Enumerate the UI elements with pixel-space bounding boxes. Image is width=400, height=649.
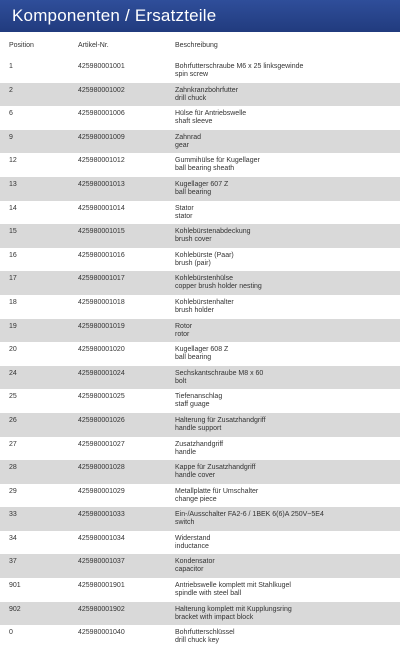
cell-description bbox=[175, 511, 324, 527]
table-row bbox=[0, 602, 400, 626]
description-de: Bohrfutterschraube M6 x 25 linksgewinde bbox=[175, 63, 304, 70]
table-row bbox=[0, 177, 400, 201]
description-de: Gummihülse für Kugellager bbox=[175, 157, 260, 165]
description-en: brush (pair) bbox=[175, 259, 211, 267]
cell-description bbox=[175, 299, 234, 315]
col-description-header: Beschreibung bbox=[175, 42, 218, 49]
col-position-header: Position bbox=[9, 42, 34, 49]
table-row bbox=[0, 83, 400, 107]
cell-description bbox=[175, 629, 235, 645]
description-en: switch bbox=[175, 519, 195, 527]
cell-article: 425980001006 bbox=[78, 110, 125, 118]
description-en: spindle with steel ball bbox=[175, 590, 242, 598]
cell-position: 19 bbox=[9, 322, 17, 330]
cell-article: 425980001013 bbox=[78, 180, 125, 188]
table-row bbox=[0, 224, 400, 248]
cell-position: 902 bbox=[9, 605, 21, 613]
cell-position: 0 bbox=[9, 629, 13, 637]
cell-article: 425980001009 bbox=[78, 133, 125, 141]
description-en: copper brush holder nesting bbox=[175, 283, 262, 291]
table-row bbox=[0, 271, 400, 295]
cell-description bbox=[175, 558, 215, 574]
description-en: handle support bbox=[175, 424, 222, 432]
table-row bbox=[0, 531, 400, 555]
description-en: handle cover bbox=[175, 472, 216, 480]
cell-article: 425980001001 bbox=[78, 63, 125, 70]
cell-article: 425980001033 bbox=[78, 511, 125, 519]
description-de: Kohlebürstenhalter bbox=[175, 298, 234, 306]
description-de: Zahnrad bbox=[175, 133, 202, 141]
cell-description bbox=[175, 606, 292, 622]
cell-position: 20 bbox=[9, 346, 17, 354]
description-en: ball bearing bbox=[175, 354, 212, 362]
cell-article: 425980001014 bbox=[78, 204, 125, 212]
description-de: Rotor bbox=[175, 322, 193, 330]
cell-article: 425980001018 bbox=[78, 298, 125, 306]
description-de: Sechskantschraube M8 x 60 bbox=[175, 369, 264, 377]
cell-description bbox=[175, 181, 228, 197]
cell-description bbox=[175, 275, 262, 291]
cell-description bbox=[175, 87, 238, 103]
cell-position: 901 bbox=[9, 582, 21, 590]
description-de: Widerstand bbox=[175, 534, 211, 542]
table-row bbox=[0, 437, 400, 461]
description-de: Kohlebürstenhülse bbox=[175, 275, 233, 283]
cell-description bbox=[175, 441, 223, 457]
cell-article: 425980001025 bbox=[78, 393, 125, 401]
cell-description bbox=[175, 488, 258, 504]
page-header bbox=[0, 0, 400, 32]
table-row bbox=[0, 342, 400, 366]
table-row bbox=[0, 319, 400, 343]
cell-description bbox=[175, 110, 246, 126]
cell-article: 425980001027 bbox=[78, 440, 125, 448]
table-row bbox=[0, 413, 400, 437]
table-row bbox=[0, 578, 400, 602]
description-de: Kohlebürste (Paar) bbox=[175, 251, 234, 259]
description-en: ball bearing bbox=[175, 188, 212, 196]
cell-article: 425980001016 bbox=[78, 251, 125, 259]
cell-position: 27 bbox=[9, 440, 17, 448]
cell-description bbox=[175, 464, 255, 480]
cell-description bbox=[175, 370, 263, 386]
col-article-header: Artikel-Nr. bbox=[78, 42, 109, 49]
description-en: handle bbox=[175, 448, 197, 456]
description-en: spin screw bbox=[175, 71, 209, 78]
cell-position: 33 bbox=[9, 511, 17, 519]
cell-position: 28 bbox=[9, 464, 17, 472]
cell-position: 24 bbox=[9, 369, 17, 377]
cell-description bbox=[175, 63, 303, 79]
cell-description bbox=[175, 535, 210, 551]
cell-description bbox=[175, 393, 222, 409]
cell-article: 425980001902 bbox=[78, 605, 125, 613]
table-row bbox=[0, 507, 400, 531]
table-row bbox=[0, 153, 400, 177]
description-en: shaft sleeve bbox=[175, 118, 213, 126]
cell-description bbox=[175, 157, 260, 173]
description-en: gear bbox=[175, 141, 190, 149]
cell-position: 26 bbox=[9, 416, 17, 424]
cell-article: 425980001034 bbox=[78, 534, 125, 542]
cell-description bbox=[175, 228, 251, 244]
cell-article: 425980001020 bbox=[78, 346, 125, 354]
cell-position: 6 bbox=[9, 110, 13, 118]
description-de: Zahnkranzbohrfutter bbox=[175, 86, 239, 94]
description-de: Zusatzhandgriff bbox=[175, 440, 224, 448]
description-en: change piece bbox=[175, 495, 217, 503]
cell-position: 9 bbox=[9, 133, 13, 141]
description-de: Stator bbox=[175, 204, 194, 212]
description-de: Antriebswelle komplett mit Stahlkugel bbox=[175, 582, 291, 590]
description-de: Halterung komplett mit Kupplungsring bbox=[175, 605, 292, 613]
description-en: stator bbox=[175, 212, 193, 220]
table-row bbox=[0, 484, 400, 508]
page-title: Komponenten / Ersatzteile bbox=[12, 6, 217, 25]
cell-position: 17 bbox=[9, 275, 17, 283]
table-row bbox=[0, 248, 400, 272]
table-row bbox=[0, 59, 400, 83]
table-row bbox=[0, 389, 400, 413]
cell-position: 1 bbox=[9, 63, 13, 70]
cell-article: 425980001026 bbox=[78, 416, 125, 424]
description-de: Kugellager 607 Z bbox=[175, 180, 229, 188]
cell-position: 16 bbox=[9, 251, 17, 259]
cell-position: 25 bbox=[9, 393, 17, 401]
description-en: drill chuck key bbox=[175, 637, 219, 645]
cell-position: 14 bbox=[9, 204, 17, 212]
description-en: brush holder bbox=[175, 306, 214, 314]
cell-article: 425980001029 bbox=[78, 487, 125, 495]
description-de: Kugellager 608 Z bbox=[175, 346, 229, 354]
cell-description bbox=[175, 252, 234, 268]
cell-article: 425980001037 bbox=[78, 558, 125, 566]
cell-description bbox=[175, 323, 192, 339]
description-de: Kondensator bbox=[175, 558, 215, 566]
cell-position: 29 bbox=[9, 487, 17, 495]
cell-article: 425980001019 bbox=[78, 322, 125, 330]
cell-description bbox=[175, 134, 201, 150]
parts-table bbox=[0, 59, 400, 649]
description-de: Halterung für Zusatzhandgriff bbox=[175, 416, 266, 424]
cell-article: 425980001002 bbox=[78, 86, 125, 94]
description-en: staff guage bbox=[175, 401, 210, 409]
description-en: drill chuck bbox=[175, 94, 207, 102]
cell-description bbox=[175, 417, 266, 433]
cell-article: 425980001015 bbox=[78, 228, 125, 236]
table-row bbox=[0, 295, 400, 319]
cell-position: 15 bbox=[9, 228, 17, 236]
cell-article: 425980001012 bbox=[78, 157, 125, 165]
description-de: Ein-/Ausschalter FA2-6 / 1BEK 6(6)A 250V~5E4 bbox=[175, 511, 324, 519]
description-de: Metallplatte für Umschalter bbox=[175, 487, 259, 495]
cell-description bbox=[175, 205, 194, 221]
description-en: inductance bbox=[175, 542, 209, 550]
cell-position: 18 bbox=[9, 298, 17, 306]
table-row bbox=[0, 366, 400, 390]
cell-position: 37 bbox=[9, 558, 17, 566]
description-de: Bohrfutterschlüssel bbox=[175, 629, 235, 637]
cell-position: 2 bbox=[9, 86, 13, 94]
description-en: bracket with impact block bbox=[175, 613, 254, 621]
cell-article: 425980001024 bbox=[78, 369, 125, 377]
cell-description bbox=[175, 346, 228, 362]
cell-article: 425980001901 bbox=[78, 582, 125, 590]
table-header bbox=[0, 42, 400, 58]
description-en: capacitor bbox=[175, 566, 204, 574]
description-de: Hülse für Antriebswelle bbox=[175, 110, 247, 118]
cell-position: 12 bbox=[9, 157, 17, 165]
table-row bbox=[0, 130, 400, 154]
description-en: bolt bbox=[175, 377, 187, 385]
description-de: Tiefenanschlag bbox=[175, 393, 223, 401]
description-en: brush cover bbox=[175, 236, 212, 244]
description-de: Kohlebürstenabdeckung bbox=[175, 228, 251, 236]
cell-position: 34 bbox=[9, 534, 17, 542]
cell-article: 425980001028 bbox=[78, 464, 125, 472]
cell-position: 13 bbox=[9, 180, 17, 188]
description-de: Kappe für Zusatzhandgriff bbox=[175, 464, 256, 472]
table-row bbox=[0, 201, 400, 225]
cell-article: 425980001040 bbox=[78, 629, 125, 637]
cell-article: 425980001017 bbox=[78, 275, 125, 283]
table-row bbox=[0, 106, 400, 130]
table-row bbox=[0, 554, 400, 578]
description-en: ball bearing sheath bbox=[175, 165, 235, 173]
description-en: rotor bbox=[175, 330, 190, 338]
cell-description bbox=[175, 582, 291, 598]
table-row bbox=[0, 625, 400, 649]
table-row bbox=[0, 460, 400, 484]
